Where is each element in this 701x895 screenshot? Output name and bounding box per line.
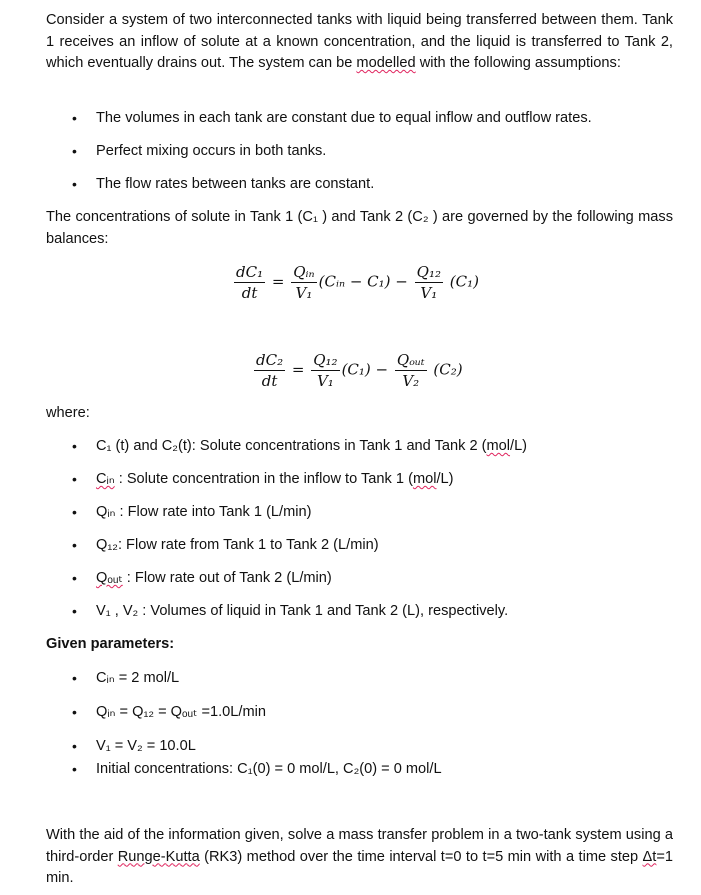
list-item: • Cᵢₙ : Solute concentration in the inflow to Tank 1 (mol/L) — [72, 471, 454, 487]
list-item: • V₁ = V₂ = 10.0L — [72, 738, 196, 754]
eq1-inflow-fraction: $\frac{\text{Qᵢₙ}}{\text{V₁}}$ — [293, 263, 315, 302]
task-paragraph: With the aid of the information given, solve a mass transfer problem in a two-tank system using a third-order Runge-Kutta (RK3) method over the time interval t=0 to t=5 min with a time step Δt=1 min. — [46, 827, 673, 886]
eq2-outflow-fraction: $\frac{\text{Qₒᵤₜ}}{\text{V₂}}$ — [396, 351, 425, 390]
spellcheck-word-delta-t: Δt — [642, 848, 657, 865]
list-item: • V₁ , V₂ : Volumes of liquid in Tank 1 and Tank 2 (L), respectively. — [72, 603, 509, 619]
mass-balance-paragraph: The concentrations of solute in Tank 1 (C₁ ) and Tank 2 (C₂ ) are governed by the following mass balances: — [46, 209, 673, 247]
where-label: where: — [46, 405, 90, 421]
assumptions-list — [46, 108, 673, 195]
list-item: • Q₁₂: Flow rate from Tank 1 to Tank 2 (L/min) — [72, 537, 379, 553]
list-item: • Qᵢₙ : Flow rate into Tank 1 (L/min) — [72, 504, 312, 520]
eq2-transfer-fraction: $\frac{\text{Q₁₂}}{\text{V₁}}$ — [313, 351, 338, 390]
list-item: • Qₒᵤₜ : Flow rate out of Tank 2 (L/min) — [72, 570, 332, 586]
intro-text-b: with the following assumptions: — [415, 55, 621, 71]
given-parameters-heading: Given parameters: — [46, 636, 175, 652]
list-item: • Initial concentrations: C₁(0) = 0 mol/L, C₂(0) = 0 mol/L — [72, 761, 442, 777]
given-parameters-list — [46, 668, 673, 780]
definitions-list — [46, 436, 673, 622]
list-item: • Perfect mixing occurs in both tanks. — [72, 143, 327, 159]
intro-text-a: Consider a system of two interconnected tanks with liquid being transferred between them. Tank 1 receives an inflow of solute at a known concentration, and the liquid is transferred to Tank 2, which eventually drains out. The system can be — [46, 12, 673, 71]
eq2-lhs: $\frac{\text{dC₂}}{dt}$ — [256, 351, 284, 390]
spellcheck-word-modelled: modelled — [356, 55, 416, 71]
equation-tank1: $\frac{\text{dC₁}}{dt}$ = $\frac{\text{Qᵢₙ}}{\text{V₁}}$ (Cᵢₙ − C₁) − $\frac{\text{Q₁₂}}{\text{V₁}}$ (C₁) — [236, 263, 479, 302]
equation-tank2: $\frac{\text{dC₂}}{dt}$ = $\frac{\text{Q₁₂}}{\text{V₁}}$ (C₁) − $\frac{\text{Qₒᵤₜ}}{\text{V₂}}$ (C₂) — [256, 351, 463, 390]
list-item: • The flow rates between tanks are constant. — [72, 176, 375, 192]
list-item: • Cᵢₙ = 2 mol/L — [72, 670, 180, 686]
eq1-lhs: $\frac{\text{dC₁}}{dt}$ — [236, 263, 264, 302]
spellcheck-word-runge-kutta: Runge-Kutta — [117, 848, 200, 865]
list-item: • C₁ (t) and C₂(t): Solute concentrations in Tank 1 and Tank 2 (mol/L) — [72, 438, 528, 454]
intro-paragraph — [46, 10, 673, 75]
eq1-transfer-fraction: $\frac{\text{Q₁₂}}{\text{V₁}}$ — [416, 263, 441, 302]
list-item: • The volumes in each tank are constant due to equal inflow and outflow rates. — [72, 110, 592, 126]
list-item: • Qᵢₙ = Q₁₂ = Qₒᵤₜ =1.0L/min — [72, 704, 266, 720]
